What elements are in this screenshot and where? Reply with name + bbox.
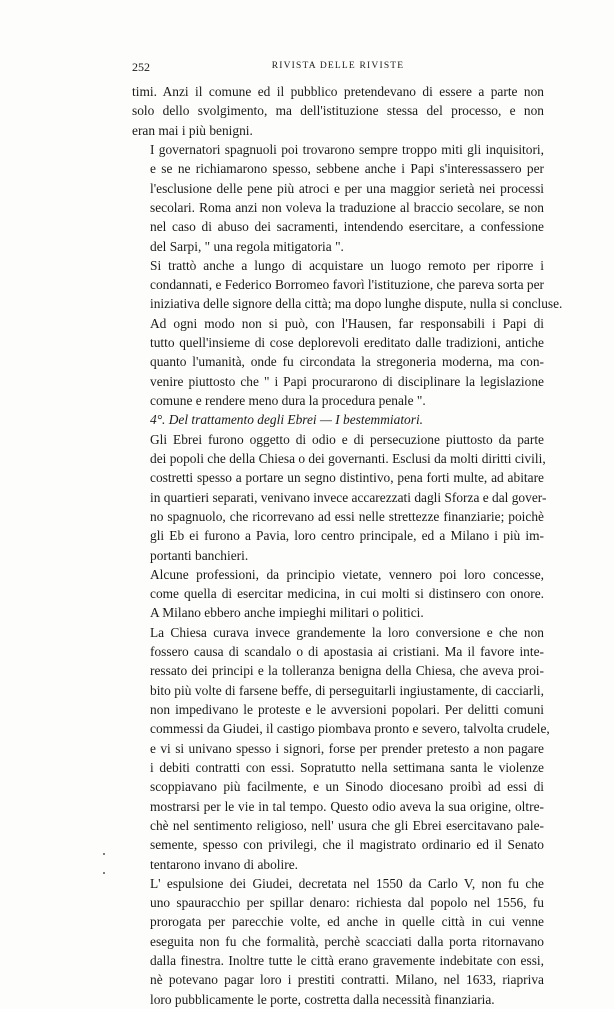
text-line: l'esclusione delle pene più atroci e per una maggior serietà nei processi	[150, 180, 544, 196]
paragraph	[132, 874, 544, 1009]
text-line: fossero causa di scandalo o di apostasia ai cristiani. Ma il favore inte-	[150, 644, 544, 660]
text-line: I governatori spagnuoli poi trovarono sempre troppo miti gli inquisitori,	[150, 141, 544, 157]
text-line: portanti banchieri.	[150, 547, 249, 563]
paragraph	[132, 623, 550, 874]
text-line: L' espulsione dei Giudei, decretata nel 1550 da Carlo V, non fu che	[150, 875, 544, 891]
text-line: dalla finestra. Inoltre tutte le città erano gravemente indebitate con essi,	[150, 953, 544, 969]
text-line: prorogata per parecchie volte, ed anche in quelle città in cui venne	[150, 914, 544, 930]
text-line: gli Eb ei furono a Pavia, loro centro principale, ed a Milano i più im-	[150, 528, 544, 544]
text-line: La Chiesa curava invece grandemente la loro conversione e che non	[150, 624, 544, 640]
text-line: del Sarpi, " una regola mitigatoria ".	[150, 238, 344, 254]
paragraph	[132, 140, 544, 256]
text-line: comune e rendere meno dura la procedura penale ".	[150, 393, 426, 408]
text-line: uno spauracchio per spillar denaro: richiesta dal popolo nel 1556, fu	[150, 895, 544, 911]
text-line: in quartieri separati, venivano invece accarezzati dagli Sforza e dal gover-	[150, 489, 547, 505]
section-heading	[132, 410, 544, 429]
text-line: loro pubblicamente le porte, costretta dalla necessità finanziaria.	[150, 991, 495, 1007]
text-line: semente, spesso con privilegi, che il magistrato ordinario ed il Senato	[150, 837, 544, 853]
text-line: quanto l'umanità, onde fu circondata la stregoneria moderna, ma con-	[150, 354, 544, 370]
text-line: iniziativa delle signore della città; ma dopo lunghe dispute, nulla si concluse.	[150, 296, 563, 312]
text-line: eran mai i più benigni.	[132, 122, 253, 138]
text-line: tutto quell'insieme di cose deplorevoli ereditato dalle tradizioni, antiche	[150, 335, 544, 351]
text-line: timi. Anzi il comune ed il pubblico pretendevano di essere a parte non	[132, 84, 544, 99]
text-line: secolari. Roma anzi non voleva la traduzione al braccio secolare, se non	[150, 199, 544, 215]
paragraph	[132, 565, 544, 623]
text-line: eseguita non fu che formalità, perchè scacciati dalla porta ritornavano	[150, 933, 544, 949]
page-number: 252	[132, 60, 150, 74]
text-line: nel caso di abuso dei sacramenti, intendendo esercitare, a confessione	[150, 219, 544, 235]
text-line: e se ne richiamarono spesso, sebbene anche i Papi s'interessassero per	[150, 161, 544, 177]
text-line: solo dello svolgimento, ma dell'istituzione stessa del processo, e non	[132, 103, 544, 119]
text-line: 4°. Del trattamento degli Ebrei — I bestemmiatori.	[150, 412, 424, 428]
text-line: costretti spesso a portare un segno distintivo, pena forti multe, ad abitare	[150, 470, 544, 486]
text-line: commessi da Giudei, il castigo piombava pronto e severo, talvolta crudele,	[150, 721, 550, 737]
paragraph	[132, 314, 544, 411]
text-line: A Milano ebbero anche impieghi militari o politici.	[150, 605, 424, 621]
text-line: venire piuttosto che " i Papi procurarono di disciplinare la legislazione	[150, 373, 544, 389]
page-header	[132, 60, 544, 76]
text-line: Alcune professioni, da principio vietate, vennero poi loro concesse,	[150, 566, 544, 582]
scan-speck	[103, 853, 105, 855]
text-line: non impedivano le proteste e le avversioni popolari. Per delitti comuni	[150, 702, 544, 717]
text-line: mostrarsi per le vie in tal tempo. Questo odio aveva la sua origine, oltre-	[150, 798, 544, 814]
text-line: no spagnuolo, che ricorrevano ad essi nelle strettezze finanziarie; poichè	[150, 508, 544, 524]
text-line: Ad ogni modo non si può, con l'Hausen, far responsabili i Papi di	[150, 315, 544, 331]
text-line: chè nel sentimento religioso, nell' usura che gli Ebrei esercitavano pale-	[150, 817, 544, 833]
text-line: dei popoli che della Chiesa o dei governanti. Esclusi da molti diritti civili,	[150, 450, 546, 466]
text-line: scoppiavano più facilmente, e un Sinodo diocesano proibì ad essi di	[150, 779, 544, 795]
text-line: Gli Ebrei furono oggetto di odio e di persecuzione piuttosto da parte	[150, 431, 544, 447]
text-line: ressato dei principi e la tolleranza benigna della Chiesa, che aveva proi-	[150, 663, 544, 679]
paragraph	[132, 256, 563, 314]
text-line: bito più volte di farsene beffe, di perseguitarli ingiustamente, di cacciarli,	[150, 682, 544, 698]
text-line: i debiti contratti con essi. Sopratutto nella settimana santa le violenze	[150, 759, 544, 775]
text-line: come quella di esercitar medicina, in cui molti si distinsero con onore.	[150, 586, 544, 602]
scan-speck	[103, 872, 105, 874]
text-line: tentarono invano di abolire.	[150, 856, 298, 872]
text-line: condannati, e Federico Borromeo favorì l'istituzione, che pareva sorta per	[150, 277, 544, 293]
text-line: e vi si univano spesso i signori, forse per prender pretesto a non pagare	[150, 740, 544, 756]
paragraph	[132, 82, 544, 140]
paragraph	[132, 430, 547, 565]
running-title: RIVISTA DELLE RIVISTE	[271, 61, 405, 71]
body-text	[132, 82, 563, 1009]
text-line: Si trattò anche a lungo di acquistare un luogo remoto per riporre i	[150, 257, 544, 273]
text-line: nè potevano pagar loro i prestiti contratti. Milano, nel 1633, riapriva	[150, 972, 544, 988]
